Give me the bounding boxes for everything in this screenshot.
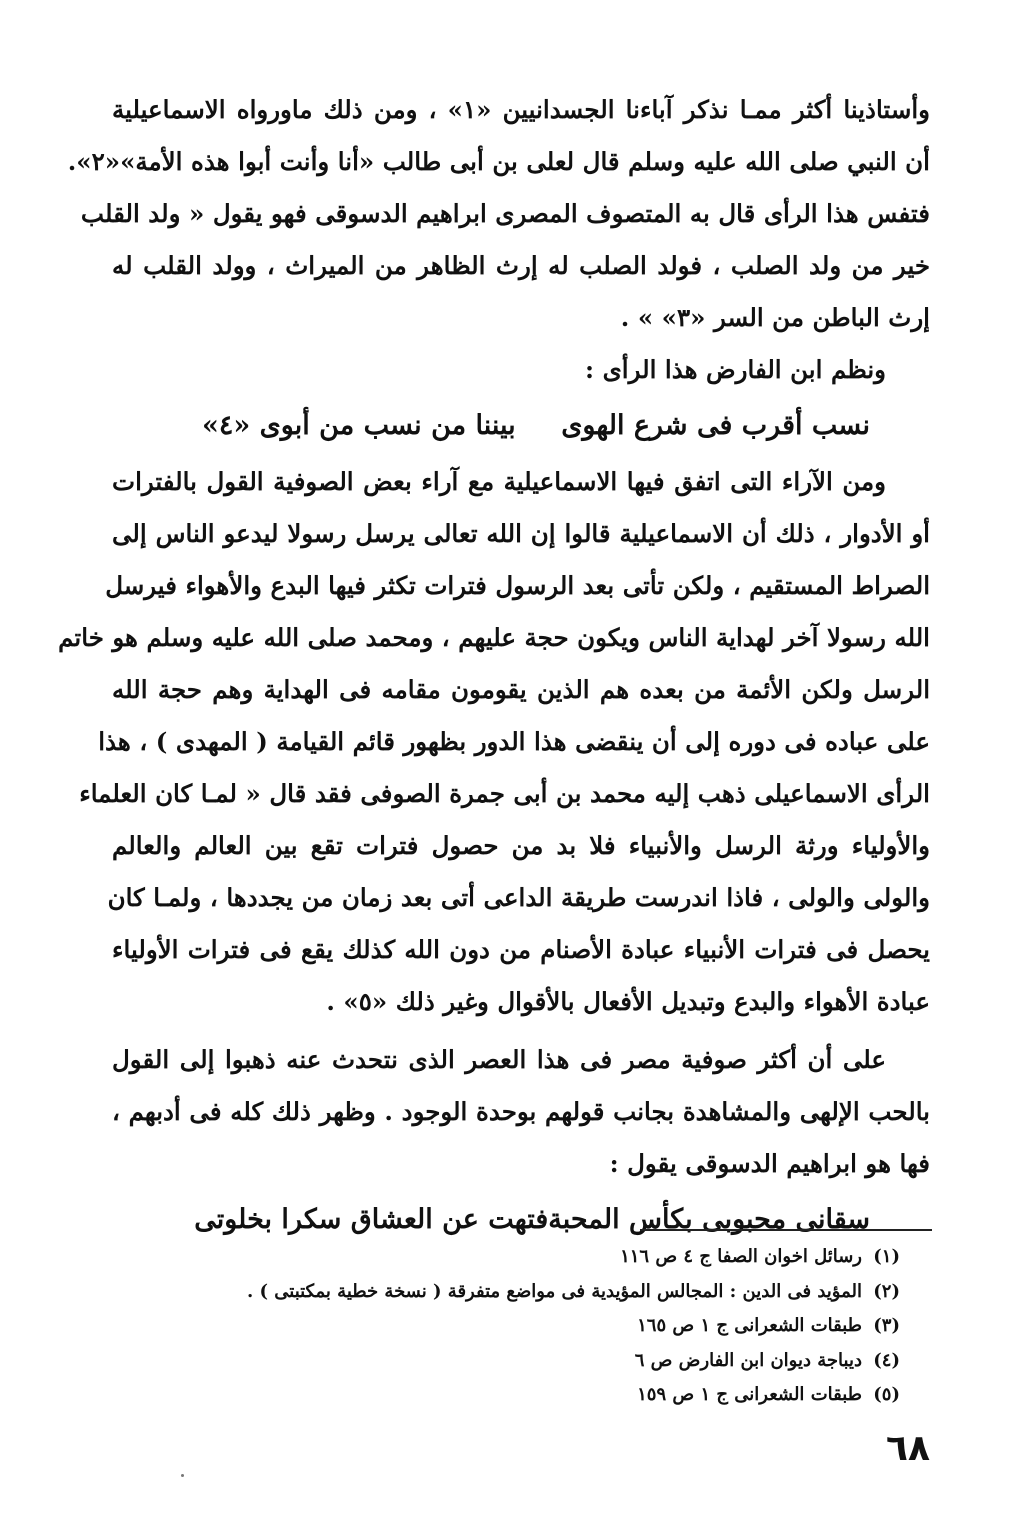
text-line: فها هو ابراهيم الدسوقى يقول : <box>609 1149 930 1178</box>
footnote-number: (١) <box>873 1246 900 1267</box>
text-line: على أن أكثر صوفية مصر فى هذا العصر الذى نتحدث عنه ذهبوا إلى القول <box>112 1045 886 1074</box>
footnote <box>300 1344 900 1379</box>
footnote-number: (٥) <box>873 1384 900 1405</box>
text-line: الله رسولا آخر لهداية الناس ويكون حجة عليهم ، ومحمد صلى الله عليه وسلم هو خاتم <box>58 623 930 652</box>
text-line: عبادة الأهواء والبدع وتبديل الأفعال بالأقوال وغير ذلك «٥» . <box>326 987 930 1016</box>
text-line: فتفس هذا الرأى قال به المتصوف المصرى ابراهيم الدسوقى فهو يقول « ولد القلب <box>80 199 930 228</box>
text-line: يحصل فى فترات الأنبياء عبادة الأصنام من دون الله كذلك يقع فى فترات الأولياء <box>112 935 930 964</box>
text-line: على عباده فى دوره إلى أن ينقضى هذا الدور بظهور قائم القيامة ( المهدى ) ، هذا <box>98 727 930 756</box>
text-line: بالحب الإلهى والمشاهدة بجانب قولهم بوحدة الوجود . وظهر ذلك كله فى أدبهم ، <box>112 1097 930 1126</box>
main-text <box>58 84 930 1250</box>
footnote-number: (٢) <box>873 1280 900 1302</box>
footnote-text: رسائل اخوان الصفا ج ٤ ص ١١٦ <box>620 1246 862 1267</box>
paragraph-3 <box>58 456 930 1028</box>
footnotes <box>246 1240 900 1413</box>
text-line: الصراط المستقيم ، ولكن تأتى بعد الرسول فترات تكثر فيها البدع والأهواء فيرسل <box>105 571 930 600</box>
text-line: الرسل ولكن الأئمة من بعده هم الذين يقومون مقامه فى الهداية وهم حجة الله <box>112 675 930 704</box>
text-line: وأستاذينا أكثر ممـا نذكر آباءنا الجسدانيين «١» ، ومن ذلك ماورواه الاسماعيلية <box>112 95 930 124</box>
footnote-number: (٣) <box>873 1315 900 1336</box>
paragraph-4 <box>112 1034 930 1190</box>
footnote <box>300 1309 900 1344</box>
text-line: والأولياء ورثة الرسل والأنبياء فلا بد من حصول فترات تقع بين العالم والعالم <box>112 831 930 860</box>
verse-ibn-al-farid <box>112 396 930 456</box>
footnote-text: طبقات الشعرانى ج ١ ص ١٥٩ <box>637 1384 862 1405</box>
text-line: إرث الباطن من السر «٣» » . <box>620 303 930 332</box>
verse-second-hemistich: فتهت عن العشاق سكرا بخلوتى <box>194 1204 549 1235</box>
scan-speck <box>181 1474 184 1477</box>
page-number: ٦٨ <box>886 1428 930 1469</box>
text-line: والولى والولى ، فاذا اندرست طريقة الداعى أتى بعد زمان من يجددها ، ولمـا كان <box>107 883 930 912</box>
text-line: ونظم ابن الفارض هذا الرأى : <box>585 355 886 384</box>
footnote <box>300 1240 900 1275</box>
text-line: خير من ولد الصلب ، فولد الصلب له إرث الظاهر من الميراث ، وولد القلب له <box>112 251 930 280</box>
footnote-text: ديباجة ديوان ابن الفارض ص ٦ <box>634 1349 862 1371</box>
text-line: ومن الآراء التى اتفق فيها الاسماعيلية مع آراء بعض الصوفية القول بالفترات <box>112 467 886 496</box>
footnote <box>246 1275 900 1310</box>
footnote-text: المؤيد فى الدين : المجالس المؤيدية فى مواضع متفرقة ( نسخة خطية بمكتبتى ) . <box>246 1280 862 1302</box>
text-line: الرأى الاسماعيلى ذهب إليه محمد بن أبى جمرة الصوفى فقد قال « لمـا كان العلماء <box>79 779 930 808</box>
footnote-divider <box>640 1229 932 1231</box>
footnote-number: (٤) <box>873 1349 900 1371</box>
verse-first-hemistich: سقانى محبوبى بكأس المحبة <box>548 1204 870 1235</box>
text-line: أو الأدوار ، ذلك أن الاسماعيلية قالوا إن الله تعالى يرسل رسولا ليدعو الناس إلى <box>112 519 930 548</box>
verse-first-hemistich: نسب أقرب فى شرع الهوى <box>561 410 870 441</box>
footnote <box>300 1378 900 1413</box>
footnote-text: طبقات الشعرانى ج ١ ص ١٦٥ <box>637 1315 862 1336</box>
paragraph-2 <box>112 344 930 396</box>
paragraph-1 <box>67 84 930 344</box>
text-line: أن النبي صلى الله عليه وسلم قال لعلى بن أبى طالب «أنا وأنت أبوا هذه الأمة»«٢». <box>67 147 930 176</box>
verse-second-hemistich: بيننا من نسب من أبوى «٤» <box>202 410 516 441</box>
